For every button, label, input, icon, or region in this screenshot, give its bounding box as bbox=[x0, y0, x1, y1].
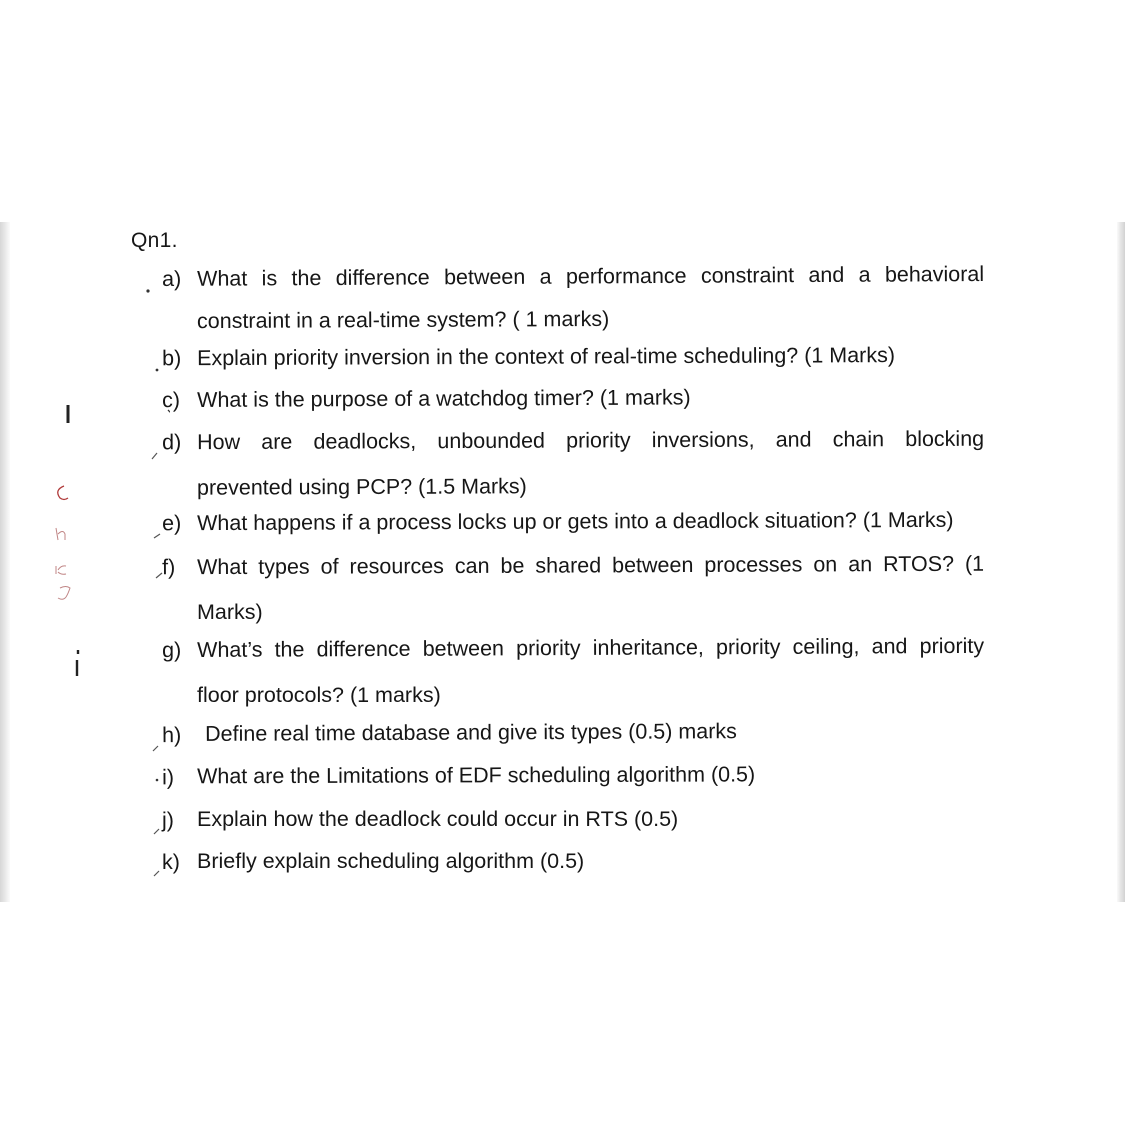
question-a-continuation: constraint in a real-time system? ( 1 marks) bbox=[196, 306, 610, 334]
question-label: f) bbox=[162, 555, 176, 580]
question-f-continuation: Marks) bbox=[197, 600, 263, 624]
margin-scribbles bbox=[40, 400, 90, 680]
question-text: What’s the difference between priority inheritance, priority ceiling, and priority bbox=[197, 633, 985, 662]
question-label: g) bbox=[162, 638, 182, 663]
margin-pen-mark bbox=[58, 486, 68, 500]
question-text: What are the Limitations of EDF scheduling algorithm (0.5) bbox=[197, 762, 756, 789]
margin-dash-mark bbox=[77, 650, 78, 676]
pencil-tick-marks bbox=[140, 280, 170, 880]
question-text: What is the difference between a performance constraint and a behavioral bbox=[197, 261, 985, 291]
question-label: b) bbox=[162, 346, 182, 371]
question-text: How are deadlocks, unbounded priority inversions, and chain blocking bbox=[197, 426, 985, 455]
tick-mark-d bbox=[152, 453, 157, 459]
question-text: Explain priority inversion in the context of real-time scheduling? (1 Marks) bbox=[197, 343, 896, 371]
question-label: e) bbox=[162, 511, 182, 536]
sheet-right-edge bbox=[1117, 222, 1125, 902]
margin-pen-mark bbox=[56, 566, 66, 574]
tick-mark-h bbox=[153, 746, 158, 751]
tick-mark-c bbox=[168, 410, 170, 413]
tick-dot-a bbox=[146, 289, 149, 292]
question-text: What types of resources can be shared between processes on an RTOS? (1 bbox=[197, 551, 985, 580]
tick-mark-f bbox=[156, 573, 162, 578]
tick-dot-i bbox=[156, 779, 159, 782]
question-text: Briefly explain scheduling algorithm (0.5) bbox=[197, 849, 585, 873]
question-label: i) bbox=[162, 765, 175, 790]
tick-dot-b bbox=[156, 369, 159, 372]
question-d-continuation: prevented using PCP? (1.5 Marks) bbox=[196, 474, 527, 500]
tick-mark-k bbox=[154, 871, 159, 876]
margin-pen-mark bbox=[56, 528, 65, 540]
question-label: j) bbox=[162, 808, 174, 832]
question-label: k) bbox=[162, 850, 180, 874]
question-g-continuation: floor protocols? (1 marks) bbox=[197, 683, 441, 707]
tick-mark-j bbox=[154, 829, 159, 834]
sheet-left-edge bbox=[0, 222, 10, 902]
question-heading: Qn1. bbox=[131, 229, 178, 252]
question-label: c) bbox=[162, 388, 181, 413]
question-label: a) bbox=[162, 266, 182, 292]
question-label: h) bbox=[162, 723, 182, 748]
margin-pen-mark bbox=[58, 587, 70, 600]
question-text: Explain how the deadlock could occur in RTS (0.5) bbox=[197, 807, 679, 831]
question-label: d) bbox=[162, 430, 182, 455]
tick-mark-e bbox=[154, 534, 160, 538]
question-text: Define real time database and give its types (0.5) marks bbox=[205, 719, 737, 746]
question-text: What happens if a process locks up or gets into a deadlock situation? (1 Marks) bbox=[197, 507, 954, 536]
question-text: What is the purpose of a watchdog timer? (1 marks) bbox=[197, 385, 691, 412]
